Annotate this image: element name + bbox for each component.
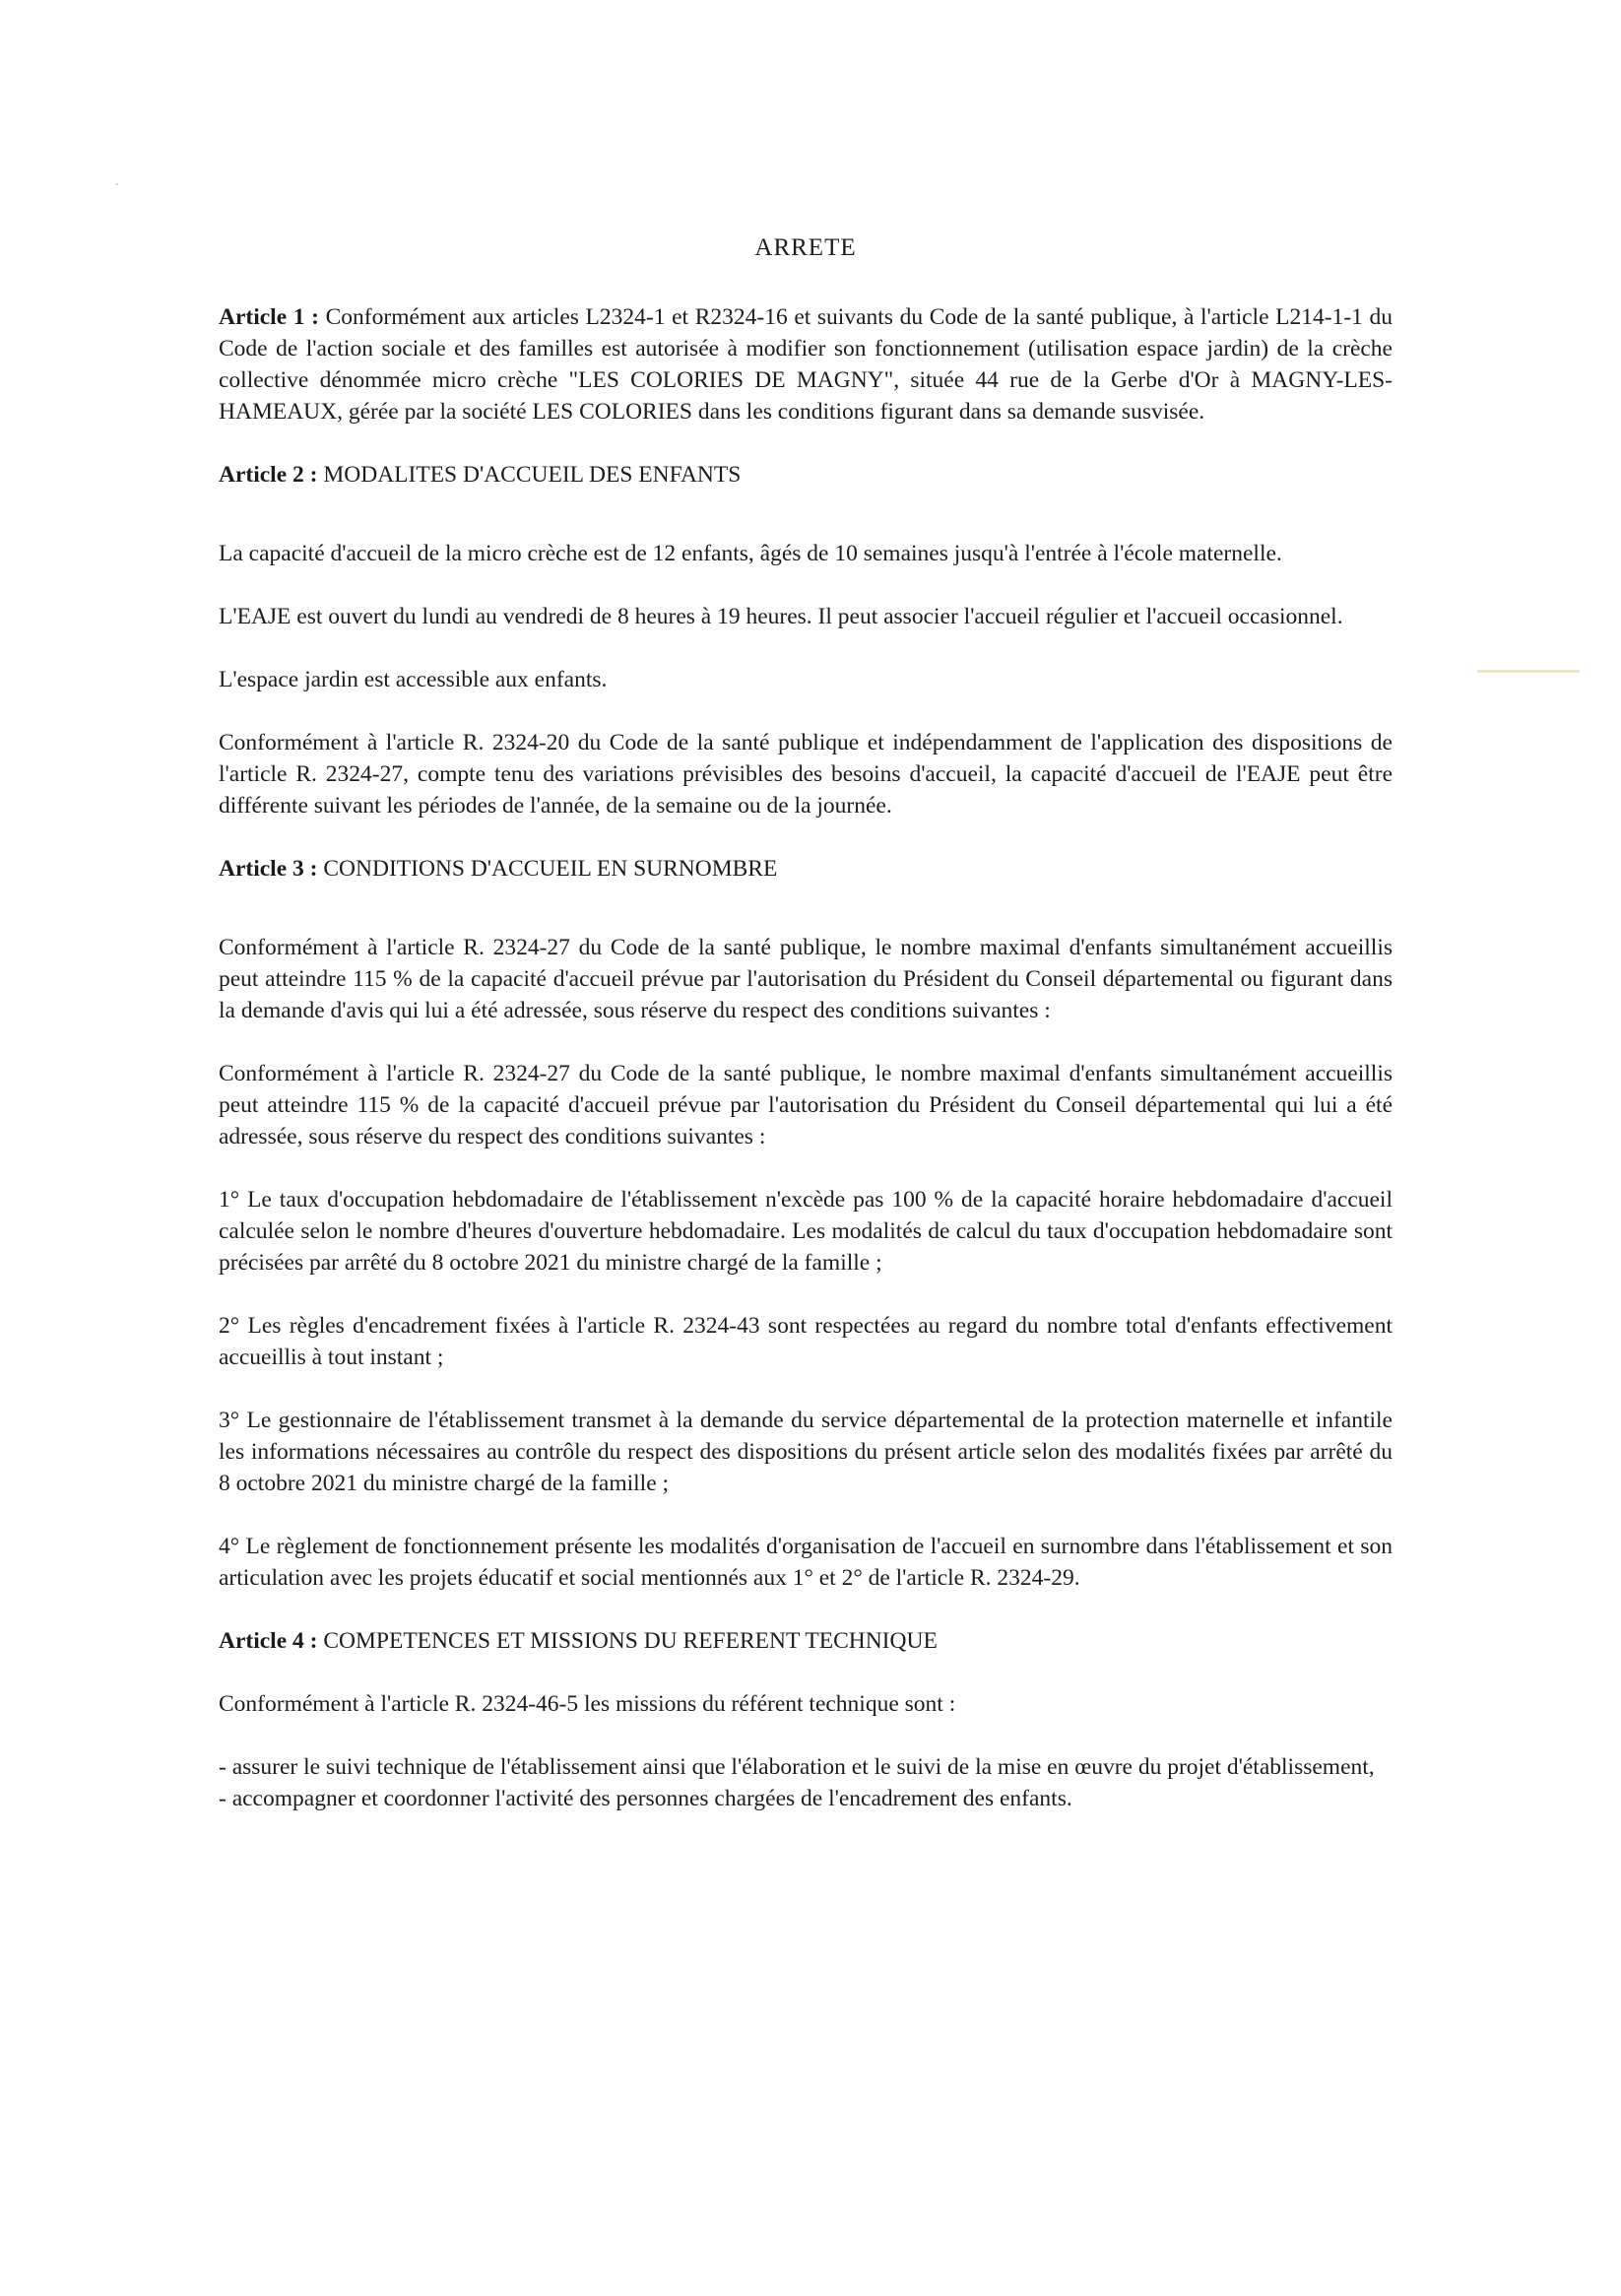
article-2-paragraph: Conformément à l'article R. 2324-20 du Code de la santé publique et indépendamment de l'application des dispositions de l'article R. 2324-27, compte tenu des variations prévisibles des besoins d'accueil, la capacité d'accueil de l'EAJE peut être différente suivant les périodes de l'année, de la semaine ou de la journée. xyxy=(219,730,1393,819)
article-2-paragraph: L'espace jardin est accessible aux enfants. xyxy=(219,667,608,692)
scan-speck xyxy=(115,183,118,185)
scan-highlight-mark xyxy=(1477,670,1580,673)
article-3-condition-4: 4° Le règlement de fonctionnement présente les modalités d'organisation de l'accueil en surnombre dans l'établissement et son articulation avec les projets éducatif et social mentionnés aux 1° et 2° de l'article R. 2324-29. xyxy=(219,1534,1393,1591)
article-2-paragraph: La capacité d'accueil de la micro crèche est de 12 enfants, âgés de 10 semaines jusqu'à l'entrée à l'école maternelle. xyxy=(219,541,1282,566)
article-4-label: Article 4 : xyxy=(219,1628,318,1654)
document-title: ARRETE xyxy=(754,234,857,261)
article-3-paragraph: Conformément à l'article R. 2324-27 du Code de la santé publique, le nombre maximal d'enfants simultanément accueillis peut atteindre 115 % de la capacité d'accueil prévue par l'autorisation du Président du Conseil départemental qui lui a été adressée, sous réserve du respect des conditions suivantes : xyxy=(219,1061,1393,1149)
article-4-heading xyxy=(219,1625,1393,1657)
article-1-text: Conformément aux articles L2324-1 et R2324-16 et suivants du Code de la santé publique, à l'article L214-1-1 du Code de l'action sociale et des familles est autorisée à modifier son fonctionnement (utilisation espace jardin) de la crèche collective dénommée micro crèche "LES COLORIES DE MAGNY", située 44 rue de la Gerbe d'Or à MAGNY-LES-HAMEAUX, gérée par la société LES COLORIES dans les conditions figurant dans sa demande susvisée. xyxy=(219,304,1394,425)
article-4-intro: Conformément à l'article R. 2324-46-5 les missions du référent technique sont : xyxy=(219,1691,956,1717)
article-2-paragraph: L'EAJE est ouvert du lundi au vendredi de 8 heures à 19 heures. Il peut associer l'accueil régulier et l'accueil occasionnel. xyxy=(219,604,1343,629)
article-3-heading xyxy=(219,853,1393,885)
article-3-title: CONDITIONS D'ACCUEIL EN SURNOMBRE xyxy=(323,856,778,882)
article-2-label: Article 2 : xyxy=(219,462,318,488)
article-3-condition-2: 2° Les règles d'encadrement fixées à l'article R. 2324-43 sont respectées au regard du nombre total d'enfants effectivement accueillis à tout instant ; xyxy=(219,1313,1393,1370)
article-4-title: COMPETENCES ET MISSIONS DU REFERENT TECHNIQUE xyxy=(323,1628,938,1654)
article-4-missions-list xyxy=(219,1751,1393,1814)
article-2-title: MODALITES D'ACCUEIL DES ENFANTS xyxy=(323,462,742,488)
list-item: - assurer le suivi technique de l'établissement ainsi que l'élaboration et le suivi de la mise en œuvre du projet d'établissement, xyxy=(219,1754,1375,1780)
article-3-condition-3: 3° Le gestionnaire de l'établissement transmet à la demande du service départemental de la protection maternelle et infantile les informations nécessaires au contrôle du respect des dispositions du présent article selon des modalités fixées par arrêté du 8 octobre 2021 du ministre chargé de la famille ; xyxy=(219,1408,1393,1496)
document-body xyxy=(219,232,1393,1814)
article-3-label: Article 3 : xyxy=(219,856,318,882)
article-3-paragraph: Conformément à l'article R. 2324-27 du Code de la santé publique, le nombre maximal d'enfants simultanément accueillis peut atteindre 115 % de la capacité d'accueil prévue par l'autorisation du Président du Conseil départemental ou figurant dans la demande d'avis qui lui a été adressée, sous réserve du respect des conditions suivantes : xyxy=(219,935,1393,1023)
list-item: - accompagner et coordonner l'activité des personnes chargées de l'encadrement des enfants. xyxy=(219,1786,1072,1811)
article-3-condition-1: 1° Le taux d'occupation hebdomadaire de l'établissement n'excède pas 100 % de la capacité horaire hebdomadaire d'accueil calculée selon le nombre d'heures d'ouverture hebdomadaire. Les modalités de calcul du taux d'occupation hebdomadaire sont précisées par arrêté du 8 octobre 2021 du ministre chargé de la famille ; xyxy=(219,1187,1393,1276)
article-1-label: Article 1 : xyxy=(219,304,319,330)
article-2-heading xyxy=(219,459,1393,491)
article-1 xyxy=(219,301,1393,427)
